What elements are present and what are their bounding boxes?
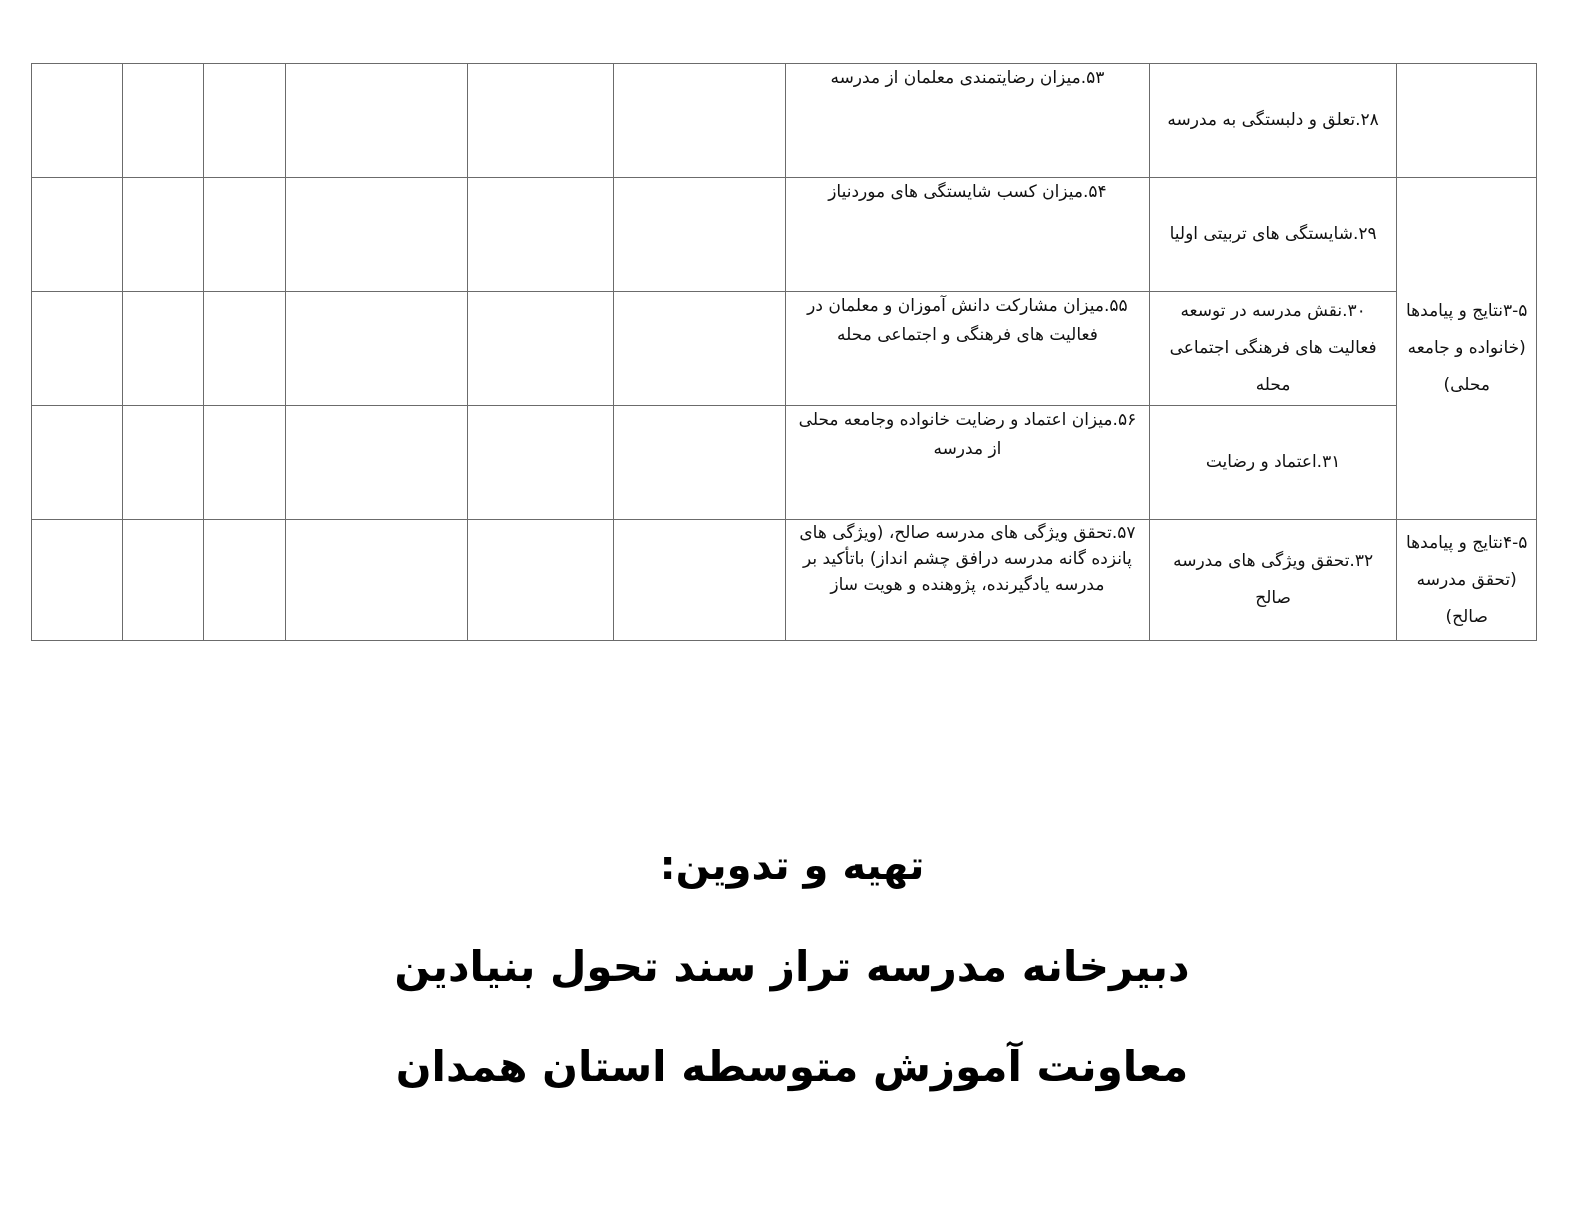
table-row [32, 406, 1537, 520]
table-row [32, 64, 1537, 178]
empty-cell [468, 520, 614, 641]
empty-cell [285, 64, 467, 178]
empty-cell [468, 406, 614, 520]
empty-cell [613, 64, 785, 178]
empty-cell [32, 292, 123, 406]
empty-cell [613, 406, 785, 520]
empty-cell [122, 520, 204, 641]
table-row [32, 178, 1537, 292]
empty-cell [204, 64, 286, 178]
empty-cell [204, 292, 286, 406]
table-row [32, 520, 1537, 641]
empty-cell [32, 406, 123, 520]
empty-cell [468, 292, 614, 406]
indicator-cell: ۵۷.تحقق ویژگی های مدرسه صالح، (ویژگی های پانزده گانه مدرسه درافق چشم انداز) باتأکید بر مدرسه یادگیرنده، پژوهنده و هویت ساز [786, 520, 1150, 641]
empty-cell [32, 520, 123, 641]
empty-cell [32, 178, 123, 292]
indicator-cell: ۵۴.میزان کسب شایستگی های موردنیاز [786, 178, 1150, 292]
empty-cell [613, 520, 785, 641]
prepared-by-heading: تهیه و تدوین: [659, 843, 925, 889]
empty-cell [285, 292, 467, 406]
empty-cell [204, 178, 286, 292]
dimension-cell: ۴-۵نتایج و پیامدها (تحقق مدرسه صالح) [1397, 520, 1537, 641]
empty-cell [285, 178, 467, 292]
empty-cell [468, 178, 614, 292]
table-row [32, 292, 1537, 406]
indicator-cell: ۵۳.میزان رضایتمندی معلمان از مدرسه [786, 64, 1150, 178]
component-cell: ۲۸.تعلق و دلبستگی به مدرسه [1149, 64, 1397, 178]
empty-cell [122, 178, 204, 292]
dimension-cell: ۳-۵نتایج و پیامدها (خانواده و جامعه محلی) [1397, 178, 1537, 520]
empty-cell [613, 178, 785, 292]
empty-cell [468, 64, 614, 178]
empty-cell [204, 406, 286, 520]
empty-cell [613, 292, 785, 406]
component-cell: ۳۲.تحقق ویژگی های مدرسه صالح [1149, 520, 1397, 641]
empty-cell [32, 64, 123, 178]
empty-cell [122, 406, 204, 520]
component-cell: ۳۰.نقش مدرسه در توسعه فعالیت های فرهنگی اجتماعی محله [1149, 292, 1397, 406]
component-cell: ۲۹.شایستگی های تربیتی اولیا [1149, 178, 1397, 292]
empty-cell [122, 292, 204, 406]
empty-cell [122, 64, 204, 178]
indicators-table [31, 63, 1537, 641]
indicator-cell: ۵۵.میزان مشارکت دانش آموزان و معلمان در فعالیت های فرهنگی و اجتماعی محله [786, 292, 1150, 406]
indicator-cell: ۵۶.میزان اعتماد و رضایت خانواده وجامعه محلی از مدرسه [786, 406, 1150, 520]
dimension-cell [1397, 64, 1537, 178]
empty-cell [285, 406, 467, 520]
empty-cell [285, 520, 467, 641]
office-name: دبیرخانه مدرسه تراز سند تحول بنیادین [394, 942, 1190, 991]
component-cell: ۳۱.اعتماد و رضایت [1149, 406, 1397, 520]
empty-cell [204, 520, 286, 641]
deputy-name: معاونت آموزش متوسطه استان همدان [395, 1042, 1189, 1091]
